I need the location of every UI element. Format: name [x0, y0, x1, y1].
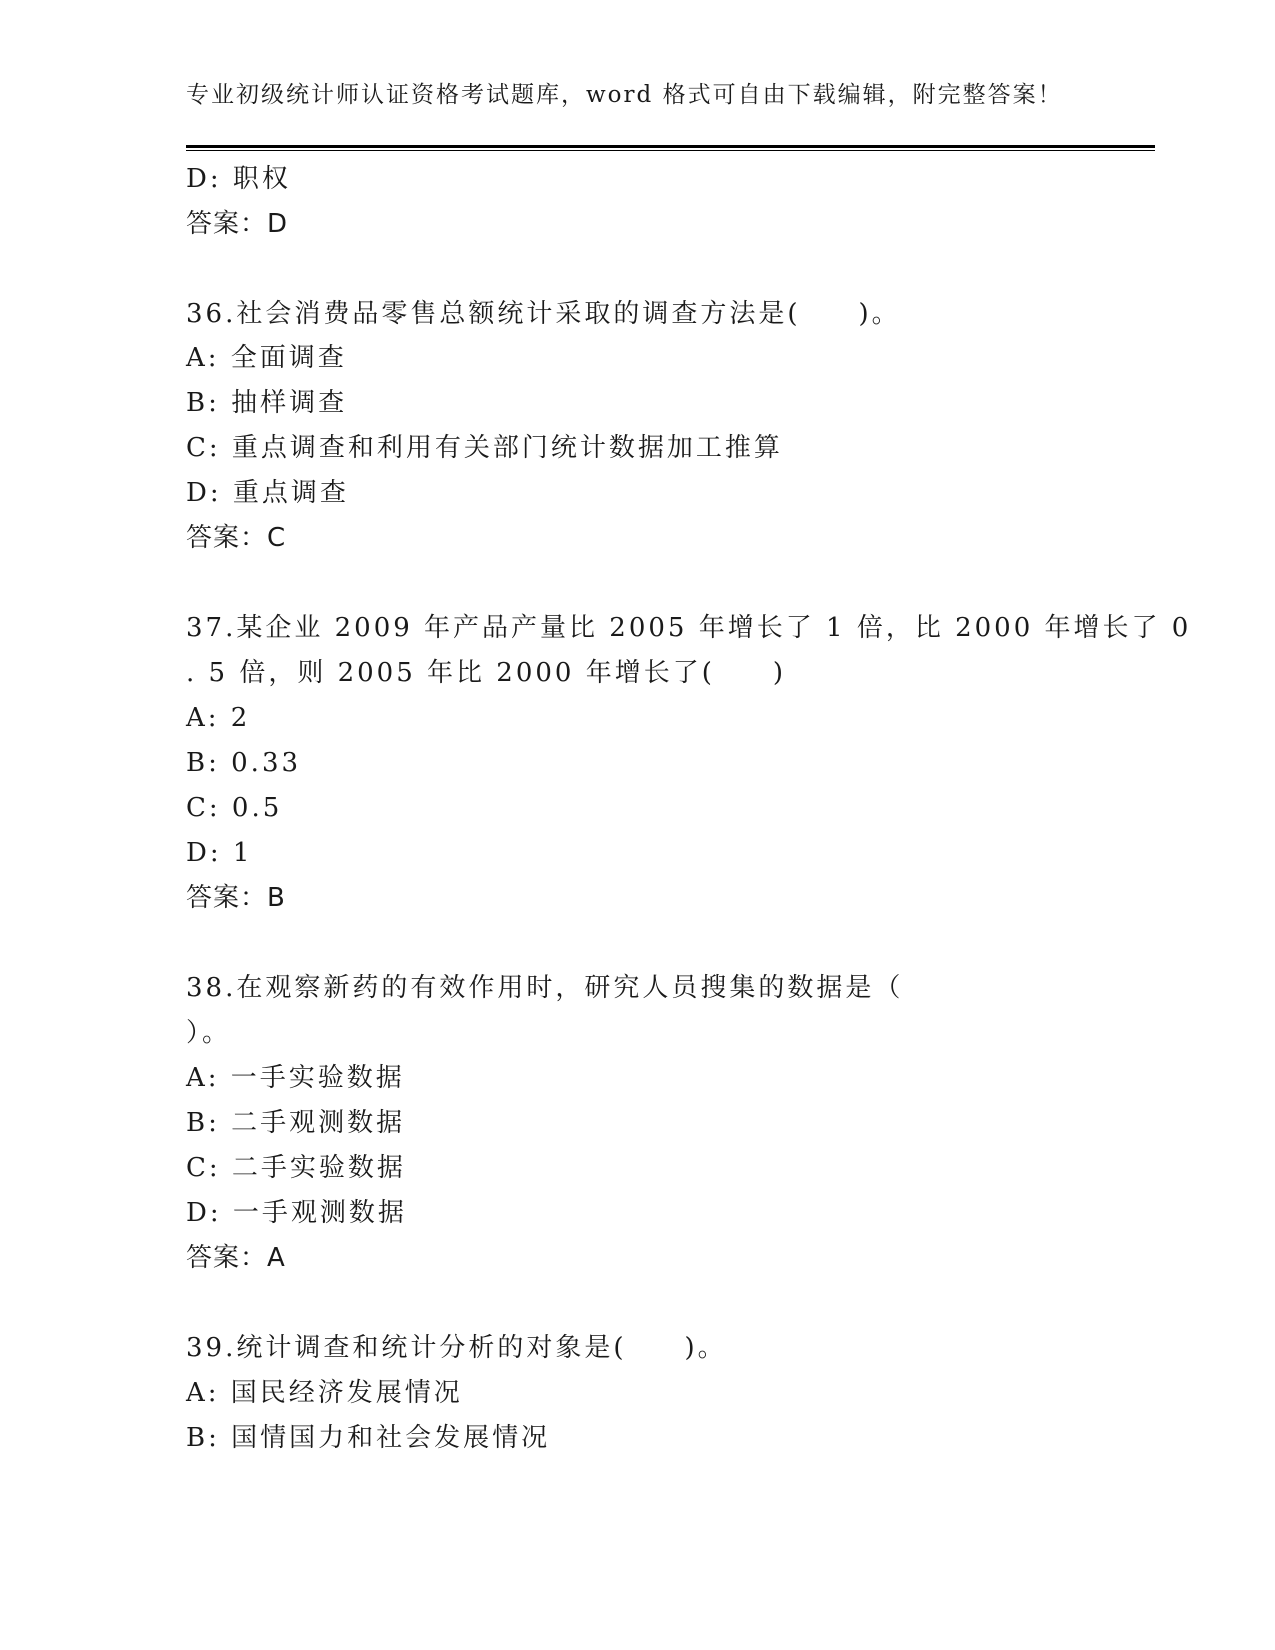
- q38-option-c: C: 二手实验数据: [186, 1153, 406, 1183]
- q37-option-c: C: 0.5: [186, 793, 283, 823]
- q38-question-2: ）。: [186, 1018, 232, 1048]
- q38-option-a: A: 一手实验数据: [186, 1063, 405, 1093]
- q36-answer: 答案：C: [186, 523, 287, 553]
- header-rule-thin: [186, 150, 1155, 151]
- q38-option-d: D: 一手观测数据: [186, 1198, 407, 1228]
- header-rule-thick: [186, 145, 1155, 148]
- q39-question: 39.统计调查和统计分析的对象是( )。: [186, 1333, 727, 1363]
- q36-option-d: D: 重点调查: [186, 478, 349, 508]
- q37-question-2: . 5 倍，则 2005 年比 2000 年增长了( ): [186, 658, 787, 688]
- q37-option-b: B: 0.33: [186, 748, 302, 778]
- q39-option-b: B: 国情国力和社会发展情况: [186, 1423, 551, 1453]
- q35-answer: 答案：D: [186, 209, 289, 239]
- page-header: 专业初级统计师认证资格考试题库，word 格式可自由下载编辑，附完整答案！: [186, 82, 1063, 108]
- q37-option-a: A: 2: [186, 703, 251, 733]
- q37-question-1: 37.某企业 2009 年产品产量比 2005 年增长了 1 倍，比 2000 年增长了 0: [186, 613, 1192, 643]
- q38-option-b: B: 二手观测数据: [186, 1108, 406, 1138]
- q35-option-d: D: 职权: [186, 164, 291, 194]
- q36-option-b: B: 抽样调查: [186, 388, 348, 418]
- q39-option-a: A: 国民经济发展情况: [186, 1378, 463, 1408]
- q37-answer: 答案：B: [186, 883, 286, 913]
- q37-option-d: D: 1: [186, 838, 253, 868]
- q36-option-a: A: 全面调查: [186, 343, 347, 373]
- q38-answer: 答案：A: [186, 1243, 286, 1273]
- q38-question-1: 38.在观察新药的有效作用时，研究人员搜集的数据是（: [186, 973, 904, 1003]
- q36-question: 36.社会消费品零售总额统计采取的调查方法是( )。: [186, 299, 901, 329]
- q36-option-c: C: 重点调查和利用有关部门统计数据加工推算: [186, 433, 783, 463]
